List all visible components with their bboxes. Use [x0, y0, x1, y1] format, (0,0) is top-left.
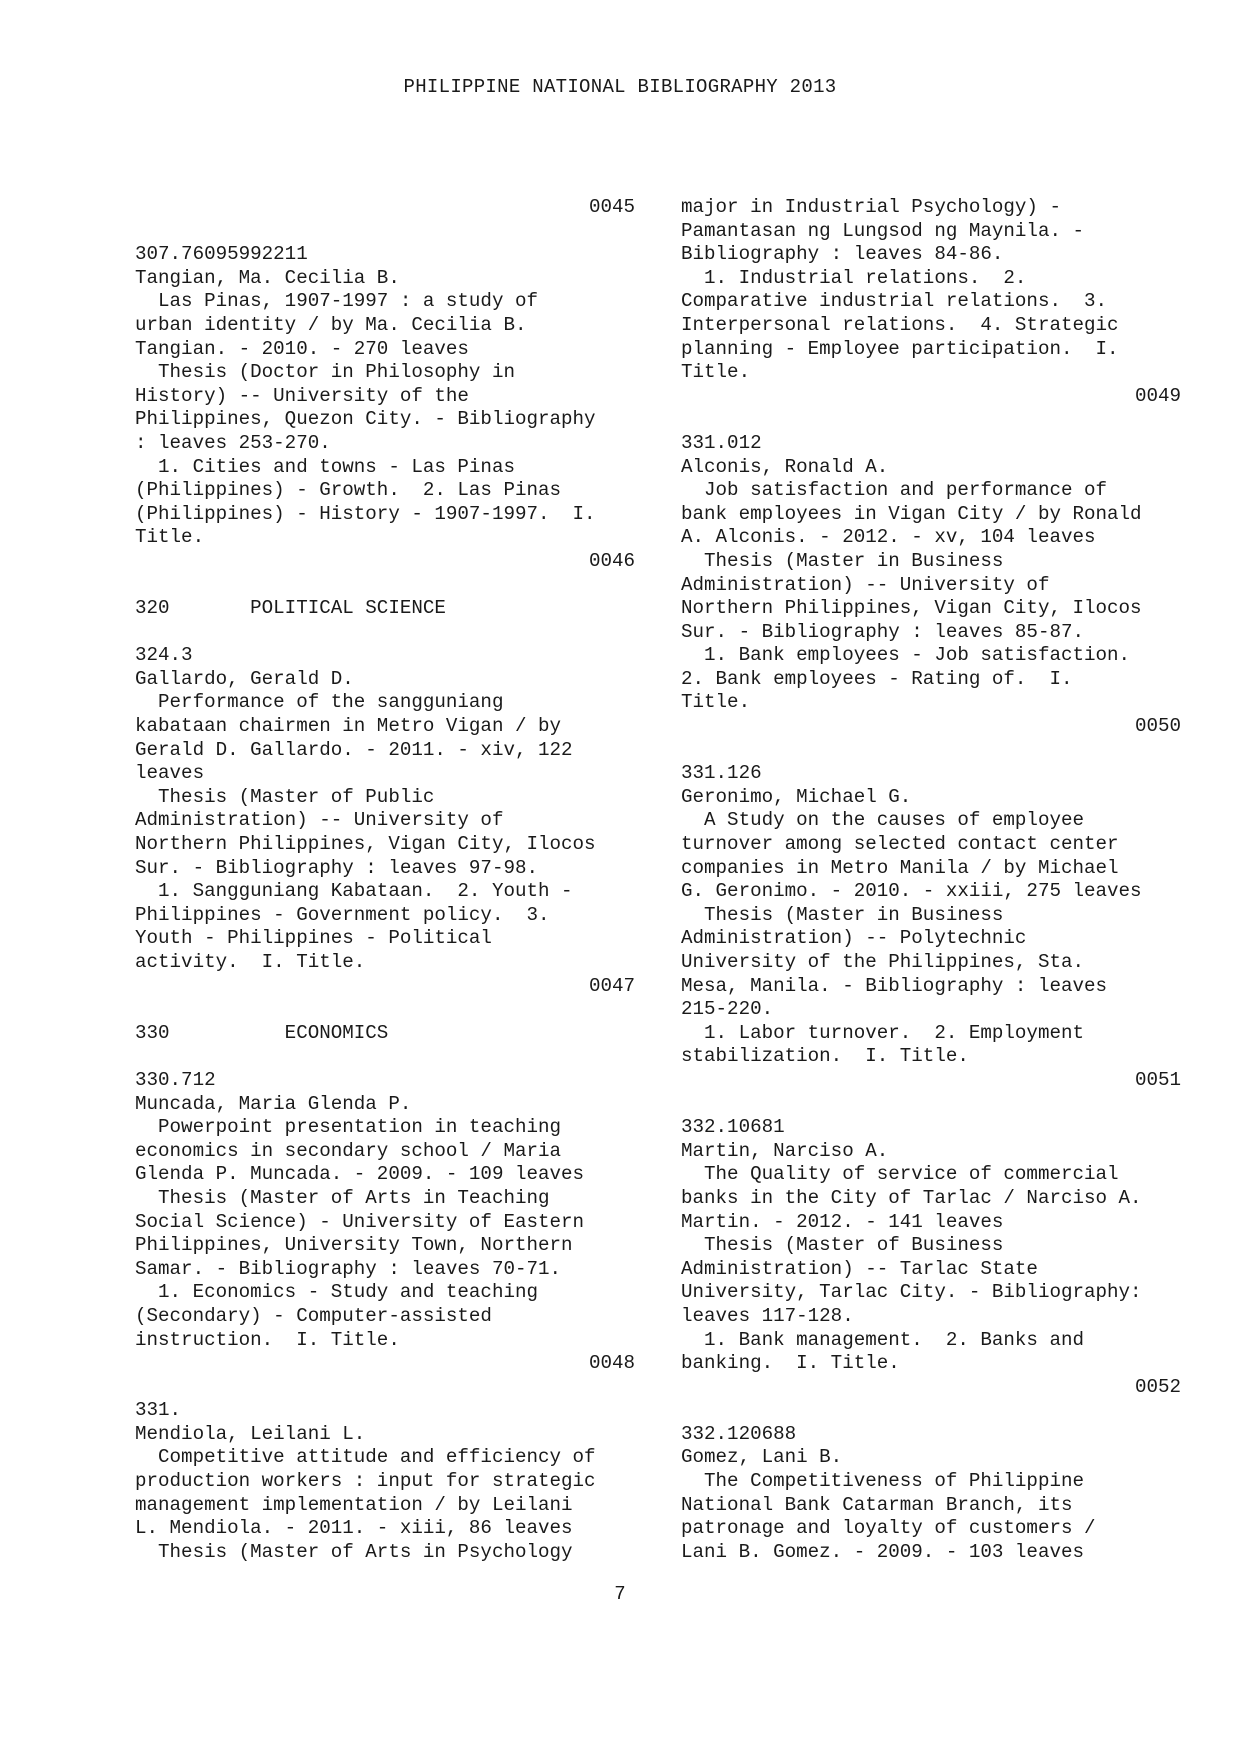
text-line: banking. I. Title.: [681, 1352, 900, 1375]
text-line: 1. Labor turnover. 2. Employment: [681, 1021, 1085, 1044]
entry-number: 0051: [1134, 1068, 1181, 1091]
spacer: [681, 1093, 1181, 1117]
text-line: Thesis (Doctor in Philosophy in: [135, 361, 515, 384]
text-line: 324.3: [135, 644, 193, 667]
text-line: A Study on the causes of employee: [681, 809, 1085, 832]
text-line: (Secondary) - Computer-assisted: [135, 1304, 492, 1327]
text-line: stabilization. I. Title.: [681, 1045, 969, 1068]
entry-number: 0046: [588, 549, 635, 572]
spacer: [135, 220, 635, 244]
text-line: 1. Economics - Study and teaching: [135, 1281, 539, 1304]
text-line: Glenda P. Muncada. - 2009. - 109 leaves: [135, 1163, 585, 1186]
text-line: Mendiola, Leilani L.: [135, 1422, 366, 1445]
text-line: 307.76095992211: [135, 243, 308, 266]
spacer: [135, 1376, 635, 1400]
text-line: Philippines, University Town, Northern: [135, 1234, 573, 1257]
entry-number: 0045: [588, 196, 635, 218]
text-line: Youth - Philippines - Political: [135, 927, 492, 950]
text-line: turnover among selected contact center: [681, 833, 1119, 856]
text-line: kabataan chairmen in Metro Vigan / by: [135, 715, 562, 738]
text-line: Muncada, Maria Glenda P.: [135, 1092, 412, 1115]
text-line: The Competitiveness of Philippine: [681, 1470, 1085, 1493]
text-line: Title.: [135, 526, 205, 549]
text-line: production workers : input for strategic: [135, 1470, 596, 1493]
text-line: (Philippines) - History - 1907-1997. I.: [135, 502, 596, 525]
text-line: Administration) -- University of: [135, 809, 504, 832]
spacer: [681, 1399, 1181, 1423]
right-column: [681, 196, 1181, 1564]
text-line: Lani B. Gomez. - 2009. - 103 leaves: [681, 1540, 1085, 1563]
spacer: [135, 998, 635, 1022]
spacer: [681, 408, 1181, 432]
text-line: 1. Industrial relations. 2.: [681, 266, 1027, 289]
text-line: activity. I. Title.: [135, 951, 366, 973]
text-line: 1. Bank employees - Job satisfaction.: [681, 644, 1131, 667]
text-line: University of the Philippines, Sta.: [681, 951, 1085, 973]
text-line: 332.120688: [681, 1422, 797, 1445]
text-line: Gomez, Lani B.: [681, 1446, 843, 1469]
text-line: University, Tarlac City. - Bibliography:: [681, 1281, 1142, 1304]
text-line: 320 POLITICAL SCIENCE: [135, 597, 446, 620]
spacer: [135, 1045, 635, 1069]
text-line: Title.: [681, 691, 751, 714]
text-line: urban identity / by Ma. Cecilia B.: [135, 313, 527, 336]
text-line: economics in secondary school / Maria: [135, 1139, 562, 1162]
text-line: Thesis (Master of Arts in Teaching: [135, 1186, 550, 1209]
text-line: Sur. - Bibliography : leaves 97-98.: [135, 856, 539, 879]
text-line: management implementation / by Leilani: [135, 1493, 573, 1516]
text-line: Alconis, Ronald A.: [681, 455, 889, 478]
text-line: Philippines - Government policy. 3.: [135, 903, 550, 926]
text-line: leaves: [135, 762, 205, 785]
text-line: History) -- University of the: [135, 384, 469, 407]
text-line: companies in Metro Manila / by Michael: [681, 856, 1119, 879]
spacer: [681, 739, 1181, 763]
text-line: 331.126: [681, 762, 762, 785]
text-line: The Quality of service of commercial: [681, 1163, 1119, 1186]
text-line: 1. Sangguniang Kabataan. 2. Youth -: [135, 880, 573, 903]
text-line: instruction. I. Title.: [135, 1328, 400, 1351]
text-line: 331.: [135, 1399, 182, 1422]
text-line: Comparative industrial relations. 3.: [681, 290, 1108, 313]
text-line: (Philippines) - Growth. 2. Las Pinas: [135, 479, 562, 502]
text-line: Gallardo, Gerald D.: [135, 667, 354, 690]
text-line: Sur. - Bibliography : leaves 85-87.: [681, 620, 1085, 643]
text-line: banks in the City of Tarlac / Narciso A.: [681, 1186, 1142, 1209]
text-line: Martin. - 2012. - 141 leaves: [681, 1210, 1004, 1233]
text-line: Philippines, Quezon City. - Bibliography: [135, 408, 596, 431]
text-line: National Bank Catarman Branch, its: [681, 1493, 1073, 1516]
text-line: G. Geronimo. - 2010. - xxiii, 275 leaves: [681, 880, 1142, 903]
text-line: Thesis (Master of Arts in Psychology: [135, 1540, 573, 1563]
text-line: Competitive attitude and efficiency of: [135, 1446, 596, 1469]
text-line: Thesis (Master in Business: [681, 903, 1004, 926]
text-line: Thesis (Master of Business: [681, 1234, 1004, 1257]
text-line: Administration) -- Polytechnic: [681, 927, 1027, 950]
text-line: Bibliography : leaves 84-86.: [681, 243, 1004, 266]
text-line: patronage and loyalty of customers /: [681, 1517, 1096, 1540]
text-line: Mesa, Manila. - Bibliography : leaves: [681, 974, 1108, 997]
text-line: 1. Cities and towns - Las Pinas: [135, 455, 515, 478]
text-line: 330 ECONOMICS: [135, 1021, 389, 1044]
text-line: Job satisfaction and performance of: [681, 479, 1108, 502]
text-line: Northern Philippines, Vigan City, Ilocos: [681, 597, 1142, 620]
entry-number: 0050: [1134, 715, 1181, 738]
text-line: Thesis (Master in Business: [681, 549, 1004, 572]
text-line: 332.10681: [681, 1116, 785, 1139]
text-line: A. Alconis. - 2012. - xv, 104 leaves: [681, 526, 1096, 549]
text-line: Title.: [681, 361, 751, 384]
text-line: Gerald D. Gallardo. - 2011. - xiv, 122: [135, 738, 573, 761]
text-line: 331.012: [681, 431, 762, 454]
text-line: 330.712: [135, 1068, 216, 1091]
spacer: [135, 574, 635, 598]
text-line: 215-220.: [681, 998, 774, 1021]
text-line: Administration) -- University of: [681, 573, 1050, 596]
text-line: leaves 117-128.: [681, 1304, 854, 1327]
page-header: PHILIPPINE NATIONAL BIBLIOGRAPHY 2013: [403, 76, 837, 98]
entry-number: 0047: [588, 974, 635, 997]
text-line: : leaves 253-270.: [135, 431, 331, 454]
page-number: 7: [614, 1583, 626, 1605]
text-line: Performance of the sangguniang: [135, 691, 504, 714]
text-line: Las Pinas, 1907-1997 : a study of: [135, 290, 539, 313]
text-line: Tangian. - 2010. - 270 leaves: [135, 337, 469, 360]
text-line: 2. Bank employees - Rating of. I.: [681, 667, 1073, 690]
text-line: major in Industrial Psychology) -: [681, 196, 1061, 218]
text-line: Geronimo, Michael G.: [681, 785, 912, 808]
spacer: [135, 621, 635, 645]
text-line: Samar. - Bibliography : leaves 70-71.: [135, 1257, 562, 1280]
text-line: Interpersonal relations. 4. Strategic: [681, 313, 1119, 336]
entry-number: 0048: [588, 1352, 635, 1375]
text-line: bank employees in Vigan City / by Ronald: [681, 502, 1142, 525]
text-line: Thesis (Master of Public: [135, 785, 435, 808]
text-line: Administration) -- Tarlac State: [681, 1257, 1038, 1280]
text-line: Powerpoint presentation in teaching: [135, 1116, 562, 1139]
text-line: Social Science) - University of Eastern: [135, 1210, 585, 1233]
text-line: Pamantasan ng Lungsod ng Maynila. -: [681, 219, 1085, 242]
text-line: Northern Philippines, Vigan City, Ilocos: [135, 833, 596, 856]
left-column: [135, 196, 635, 1564]
text-line: L. Mendiola. - 2011. - xiii, 86 leaves: [135, 1517, 573, 1540]
entry-number: 0052: [1134, 1375, 1181, 1398]
text-line: 1. Bank management. 2. Banks and: [681, 1328, 1085, 1351]
text-line: Tangian, Ma. Cecilia B.: [135, 266, 400, 289]
text-line: planning - Employee participation. I.: [681, 337, 1119, 360]
text-line: Martin, Narciso A.: [681, 1139, 889, 1162]
entry-number: 0049: [1134, 384, 1181, 407]
